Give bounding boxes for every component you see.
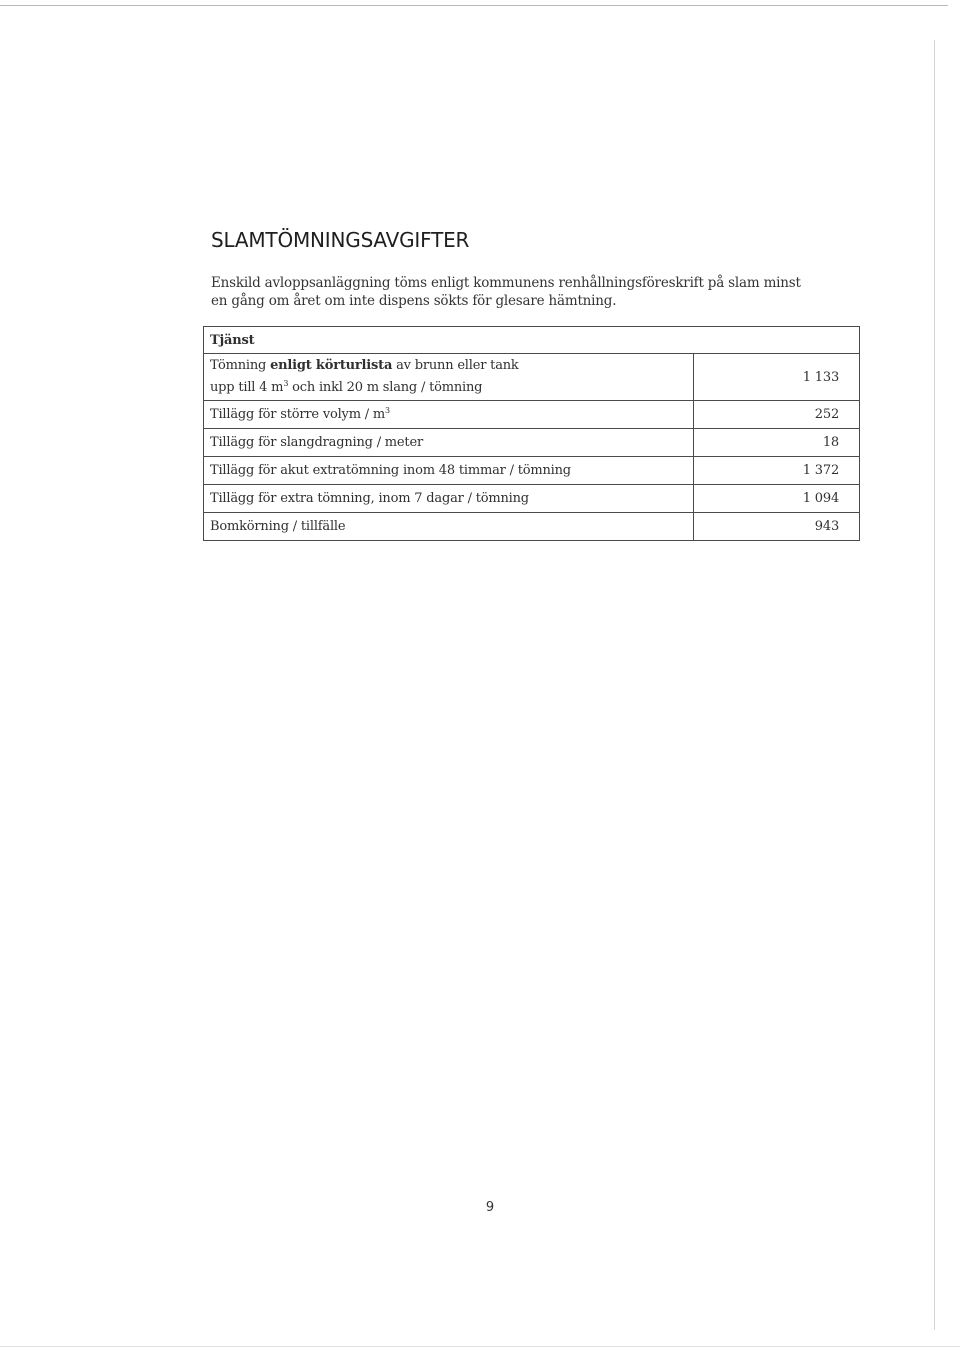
scan-edge-bottom — [0, 1346, 960, 1347]
price-cell: 1 372 — [694, 457, 860, 485]
price-cell: 1 094 — [694, 485, 860, 513]
service-text: av brunn eller tank — [392, 358, 519, 373]
scan-edge-top — [0, 5, 948, 6]
service-cell: Tillägg för slangdragning / meter — [204, 429, 694, 457]
service-text-bold: enligt körturlista — [270, 358, 393, 373]
table-header-row — [204, 327, 860, 354]
service-text: Tömning — [210, 358, 271, 373]
service-text: Tillägg för större volym / m — [210, 407, 386, 422]
table-row — [204, 513, 860, 541]
service-text: upp till 4 m — [210, 380, 284, 395]
price-cell: 943 — [694, 513, 860, 541]
price-cell: 1 133 — [694, 354, 860, 401]
page-number: 9 — [485, 1200, 495, 1215]
table-row — [204, 401, 860, 429]
service-cell — [204, 401, 694, 429]
fee-table — [203, 326, 860, 541]
table-row — [204, 485, 860, 513]
table-row — [204, 429, 860, 457]
service-text: och inkl 20 m slang / tömning — [288, 380, 483, 395]
table-row — [204, 457, 860, 485]
page-heading: SLAMTÖMNINGSAVGIFTER — [211, 228, 470, 252]
unit-superscript: 3 — [283, 379, 289, 388]
scan-edge-right — [934, 40, 935, 1330]
service-cell: Bomkörning / tillfälle — [204, 513, 694, 541]
price-cell: 252 — [694, 401, 860, 429]
service-cell: Tillägg för akut extratömning inom 48 timmar / tömning — [204, 457, 694, 485]
price-cell: 18 — [694, 429, 860, 457]
intro-paragraph: Enskild avloppsanläggning töms enligt kommunens renhållningsföreskrift på slam minst en gång om året om inte dispens sökts för glesare hämtning. — [211, 275, 801, 309]
unit-superscript: 3 — [385, 406, 390, 415]
column-header-service: Tjänst — [204, 327, 860, 354]
service-cell — [204, 354, 694, 401]
service-cell: Tillägg för extra tömning, inom 7 dagar / tömning — [204, 485, 694, 513]
table-row — [204, 354, 860, 401]
